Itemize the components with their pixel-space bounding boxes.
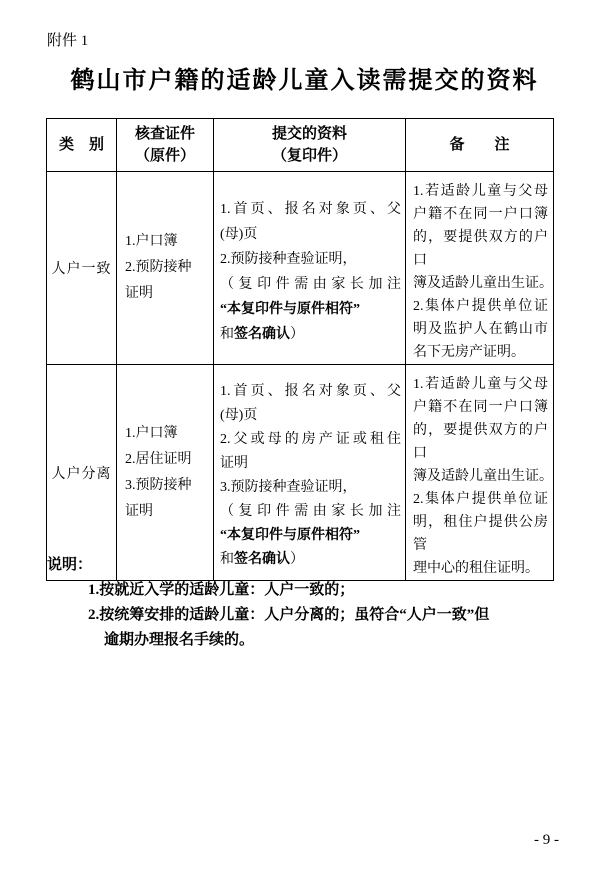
note-item: 2.按统筹安排的适龄儿童：人户分离的；虽符合“人户一致”但 xyxy=(88,607,490,623)
submit-line: （复印件需由家长加注 xyxy=(220,504,401,519)
verify-line: 3.预防接种 xyxy=(125,477,192,493)
header-verify xyxy=(117,119,214,172)
header-submit-line: 提交的资料 xyxy=(271,126,347,142)
header-submit-line: （复印件） xyxy=(271,148,347,164)
submit-line: 1.首页、报名对象页、父 xyxy=(220,384,401,399)
note-item-continuation: 逾期办理报名手续的。 xyxy=(104,632,255,648)
remarks-line: 2.集体户提供单位证 xyxy=(413,299,548,314)
remarks-cell xyxy=(406,172,554,365)
remarks-line: 名下无房产证明。 xyxy=(413,345,525,360)
header-remarks-label: 备 注 xyxy=(449,137,510,153)
submit-line: 证明 xyxy=(220,456,248,471)
submit-text-bold: 签名确认 xyxy=(234,552,290,567)
submit-text: 和 xyxy=(220,326,234,342)
verify-line: 1.户口簿 xyxy=(125,234,178,249)
submit-cell xyxy=(214,365,406,581)
requirements-table xyxy=(46,118,554,581)
submit-line: (母)页 xyxy=(220,408,258,423)
submit-text-bold: 签名确认 xyxy=(234,326,290,342)
submit-line: 1.首页、报名对象页、父 xyxy=(220,201,401,217)
remarks-line: 户籍不在同一户口簿 xyxy=(413,400,548,415)
submit-text: 和 xyxy=(220,552,234,567)
verify-line: 证明 xyxy=(125,503,153,519)
header-remarks xyxy=(406,119,554,172)
row-category-cell: 人户一致 xyxy=(47,172,117,365)
notes-label: 说明： xyxy=(47,557,93,573)
header-submit xyxy=(214,119,406,172)
verify-line: 2.预防接种 xyxy=(125,260,192,275)
remarks-line: 户籍不在同一户口簿 xyxy=(413,207,548,222)
submit-line: （复印件需由家长加注 xyxy=(220,276,401,292)
submit-line: 2.父或母的房产证或租住 xyxy=(220,432,401,447)
header-verify-line: 核查证件 xyxy=(134,126,195,142)
submit-line-bold: “本复印件与原件相符” xyxy=(220,301,360,317)
table-header-row xyxy=(47,119,554,172)
remarks-cell xyxy=(406,365,554,581)
verify-line: 1.户口簿 xyxy=(125,425,178,441)
submit-line: 3.预防接种查验证明， xyxy=(220,480,357,495)
header-category xyxy=(47,119,117,172)
remarks-line: 簿及适龄儿童出生证。 xyxy=(413,469,553,484)
submit-text: ） xyxy=(290,326,304,342)
submit-cell xyxy=(214,172,406,365)
remarks-line: 理中心的租住证明。 xyxy=(413,561,539,576)
header-category-label: 类 别 xyxy=(58,137,104,153)
submit-line xyxy=(220,322,401,347)
submit-line: 2.预防接种查验证明， xyxy=(220,251,357,267)
table-row xyxy=(47,172,554,365)
row-category-cell: 人户分离 xyxy=(47,365,117,581)
header-verify-line: （原件） xyxy=(134,148,195,164)
submit-text: ） xyxy=(290,552,304,567)
remarks-line: 1.若适龄儿童与父母 xyxy=(413,377,548,392)
note-item: 1.按就近入学的适龄儿童：人户一致的； xyxy=(88,582,355,598)
table-row xyxy=(47,365,554,581)
page-number: - 9 - xyxy=(534,832,559,848)
remarks-line: 的，要提供双方的户口 xyxy=(413,230,548,268)
verify-cell xyxy=(117,172,214,365)
page-title: 鹤山市户籍的适龄儿童入读需提交的资料 xyxy=(70,68,539,94)
remarks-line: 的，要提供双方的户口 xyxy=(413,423,548,461)
remarks-line: 明及监护人在鹤山市 xyxy=(413,322,548,337)
verify-cell xyxy=(117,365,214,581)
remarks-line: 明，租住户提供公房管 xyxy=(413,515,548,553)
remarks-line: 簿及适龄儿童出生证。 xyxy=(413,276,553,291)
verify-line: 证明 xyxy=(125,286,153,301)
submit-line-bold: “本复印件与原件相符” xyxy=(220,528,360,543)
verify-line: 2.居住证明 xyxy=(125,451,192,467)
attachment-label: 附件 1 xyxy=(47,33,89,49)
remarks-line: 1.若适龄儿童与父母 xyxy=(413,184,548,199)
remarks-line: 2.集体户提供单位证 xyxy=(413,492,548,507)
submit-line: (母)页 xyxy=(220,226,258,242)
notes-section xyxy=(47,553,489,653)
